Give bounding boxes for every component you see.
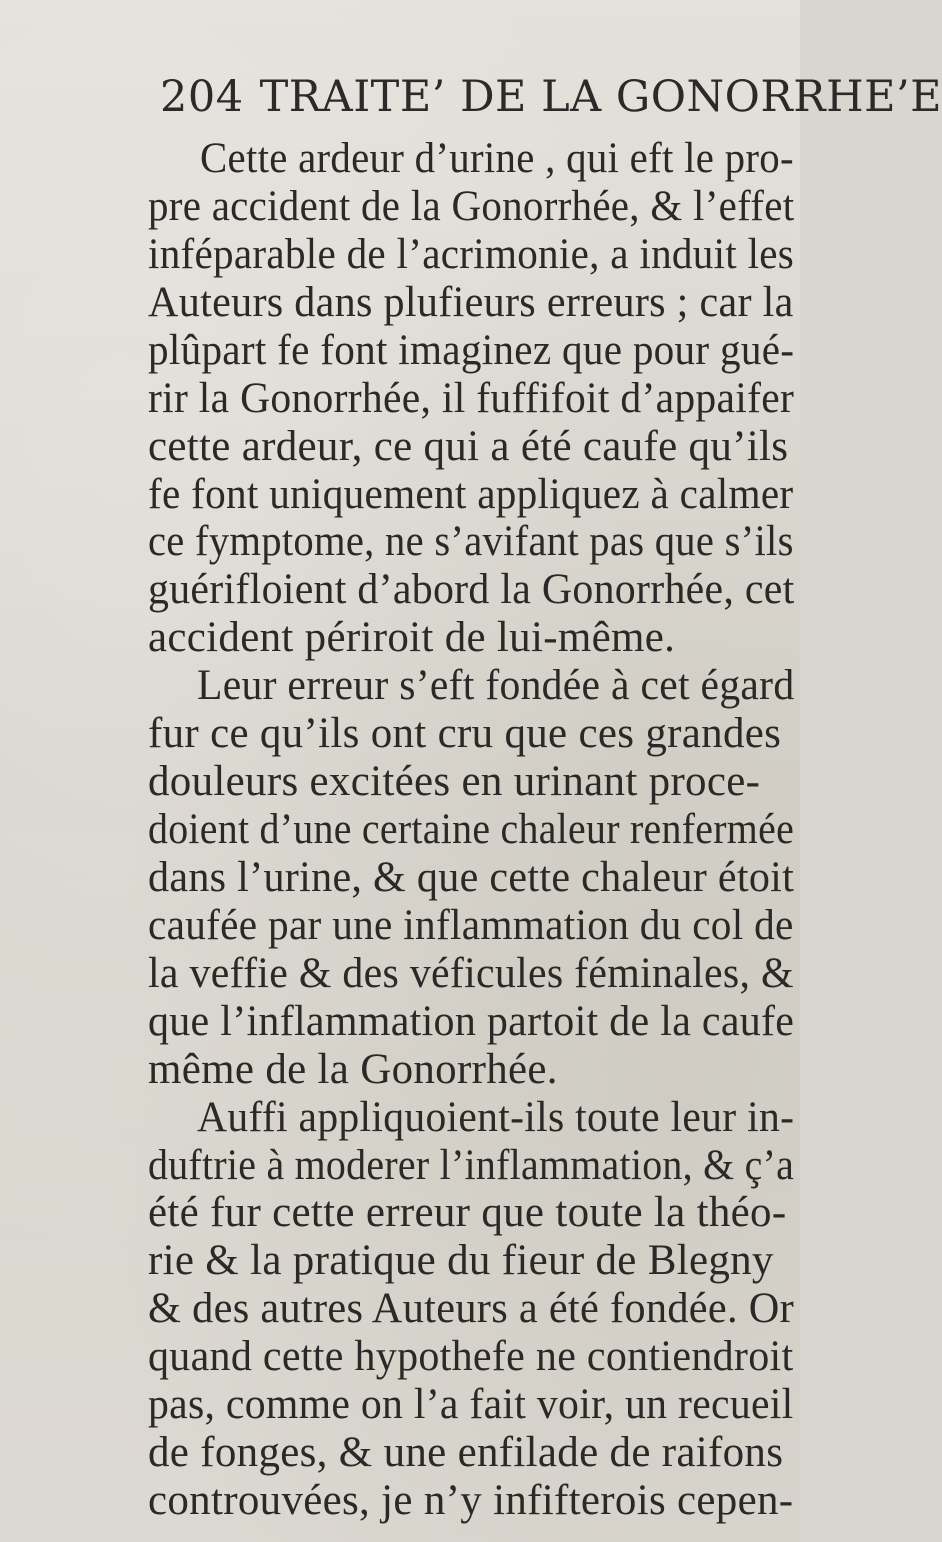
- running-header: [160, 72, 942, 122]
- text-line: guérifloient d’abord la Gonorrhée, cet: [148, 566, 795, 613]
- text-line: Auteurs dans plufieurs erreurs ; car la: [148, 279, 794, 326]
- running-title: TRAITE’ DE LA GONORRHE’E: [259, 72, 942, 122]
- text-line: pre accident de la Gonorrhée, & l’effet: [148, 183, 795, 230]
- text-line: cette ardeur, ce qui a été caufe qu’ils: [148, 423, 789, 470]
- text-line: Cette ardeur d’urine , qui eft le pro-: [200, 135, 794, 182]
- text-line: doient d’une certaine chaleur renfermée: [148, 806, 795, 853]
- text-line: Auffi appliquoient-ils toute leur in-: [197, 1094, 795, 1141]
- text-line: controuvées, je n’y infifterois cepen-: [148, 1477, 794, 1524]
- text-line: fur ce qu’ils ont cru que ces grandes: [148, 710, 782, 757]
- text-line: fe font uniquement appliquez à calmer: [148, 471, 794, 518]
- text-line: de fonges, & une enfilade de raifons: [148, 1429, 784, 1476]
- text-line: que l’inflammation partoit de la caufe: [148, 998, 795, 1045]
- text-line: rie & la pratique du fieur de Blegny: [148, 1237, 774, 1284]
- text-line: dans l’urine, & que cette chaleur étoit: [148, 854, 795, 901]
- text-line: rir la Gonorrhée, il fuffifoit d’appaifer: [148, 375, 795, 422]
- page-number: 204: [160, 72, 244, 122]
- text-line: la veffie & des véficules féminales, &: [148, 950, 794, 997]
- text-line: pas, comme on l’a fait voir, un recueil: [148, 1381, 794, 1428]
- text-line: ce fymptome, ne s’avifant pas que s’ils: [148, 518, 794, 565]
- text-line: même de la Gonorrhée.: [148, 1046, 558, 1093]
- text-line: Leur erreur s’eft fondée à cet égard: [197, 662, 795, 709]
- text-line: douleurs excitées en urinant proce-: [148, 758, 761, 805]
- text-line: duftrie à moderer l’inflammation, & ç’a: [148, 1142, 795, 1189]
- text-line: accident périroit de lui-même.: [148, 614, 676, 661]
- text-line: plûpart fe font imaginez que pour gué-: [148, 327, 795, 374]
- text-line: été fur cette erreur que toute la théo-: [148, 1189, 787, 1236]
- text-line: caufée par une inflammation du col de: [148, 902, 794, 949]
- text-line: & des autres Auteurs a été fondée. Or: [148, 1285, 795, 1332]
- text-line: inféparable de l’acrimonie, a induit les: [148, 231, 795, 278]
- text-line: quand cette hypothefe ne contiendroit: [148, 1333, 794, 1380]
